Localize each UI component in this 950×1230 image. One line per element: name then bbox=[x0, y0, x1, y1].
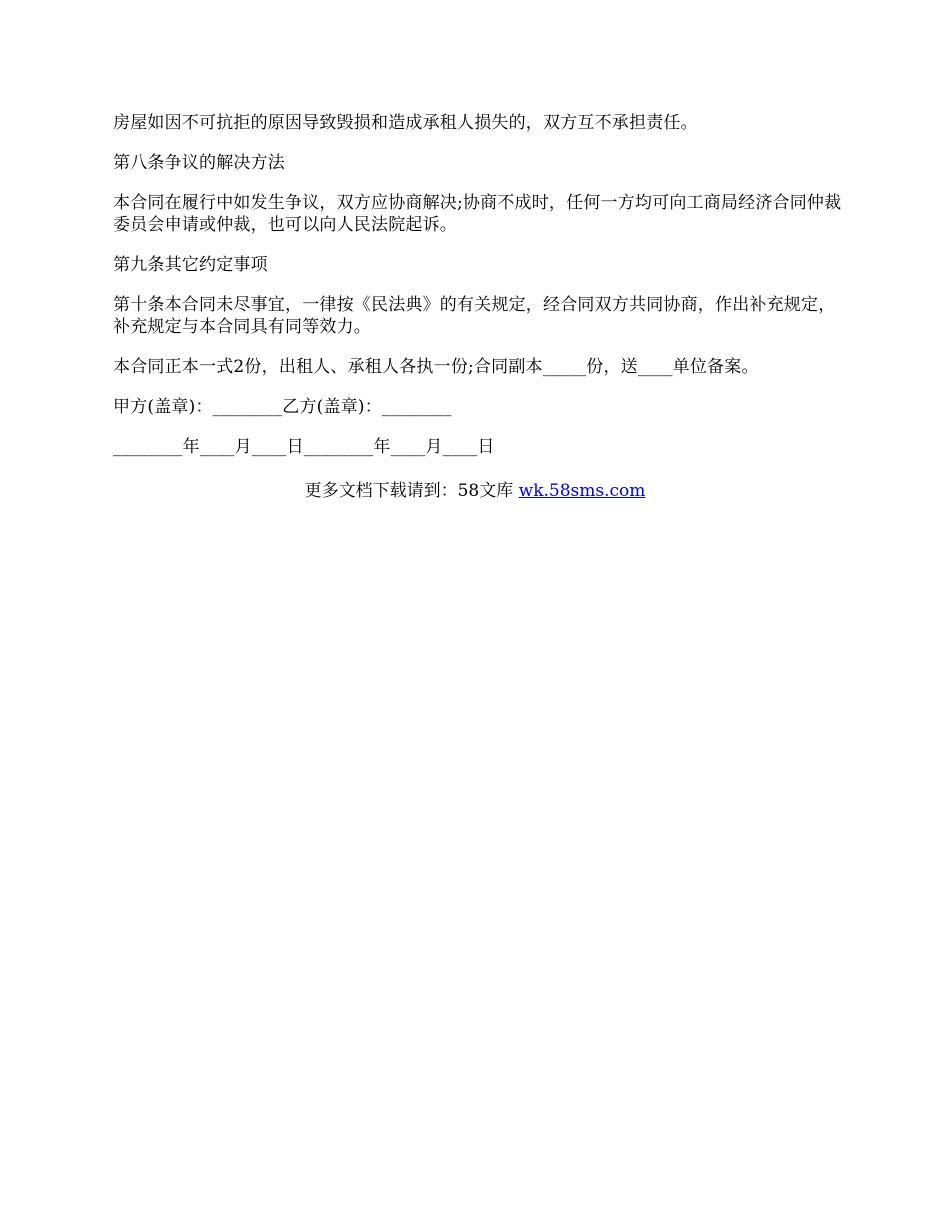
paragraph-copies: 本合同正本一式2份，出租人、承租人各执一份;合同副本_____份，送____单位备案。 bbox=[113, 357, 759, 377]
document-body bbox=[113, 112, 843, 476]
heading-article-8: 第八条争议的解决方法 bbox=[113, 153, 285, 173]
heading-article-9: 第九条其它约定事项 bbox=[113, 255, 268, 275]
footer-text: 更多文档下载请到：58文库 bbox=[304, 481, 514, 501]
paragraph-article-10: 第十条本合同未尽事宜，一律按《民法典》的有关规定，经合同双方共同协商，作出补充规定，补充规定与本合同具有同等效力。 bbox=[113, 295, 836, 337]
download-footer bbox=[0, 480, 950, 502]
paragraph-force-majeure: 房屋如因不可抗拒的原因导致毁损和造成承租人损失的，双方互不承担责任。 bbox=[113, 113, 698, 133]
signature-line: 甲方(盖章)：________乙方(盖章)：________ bbox=[113, 397, 452, 417]
footer-link[interactable]: wk.58sms.com bbox=[518, 481, 646, 501]
date-line: ________年____月____日________年____月____日 bbox=[113, 437, 495, 457]
paragraph-dispute-resolution: 本合同在履行中如发生争议，双方应协商解决;协商不成时，任何一方均可向工商局经济合同仲裁委员会申请或仲裁，也可以向人民法院起诉。 bbox=[113, 193, 842, 235]
